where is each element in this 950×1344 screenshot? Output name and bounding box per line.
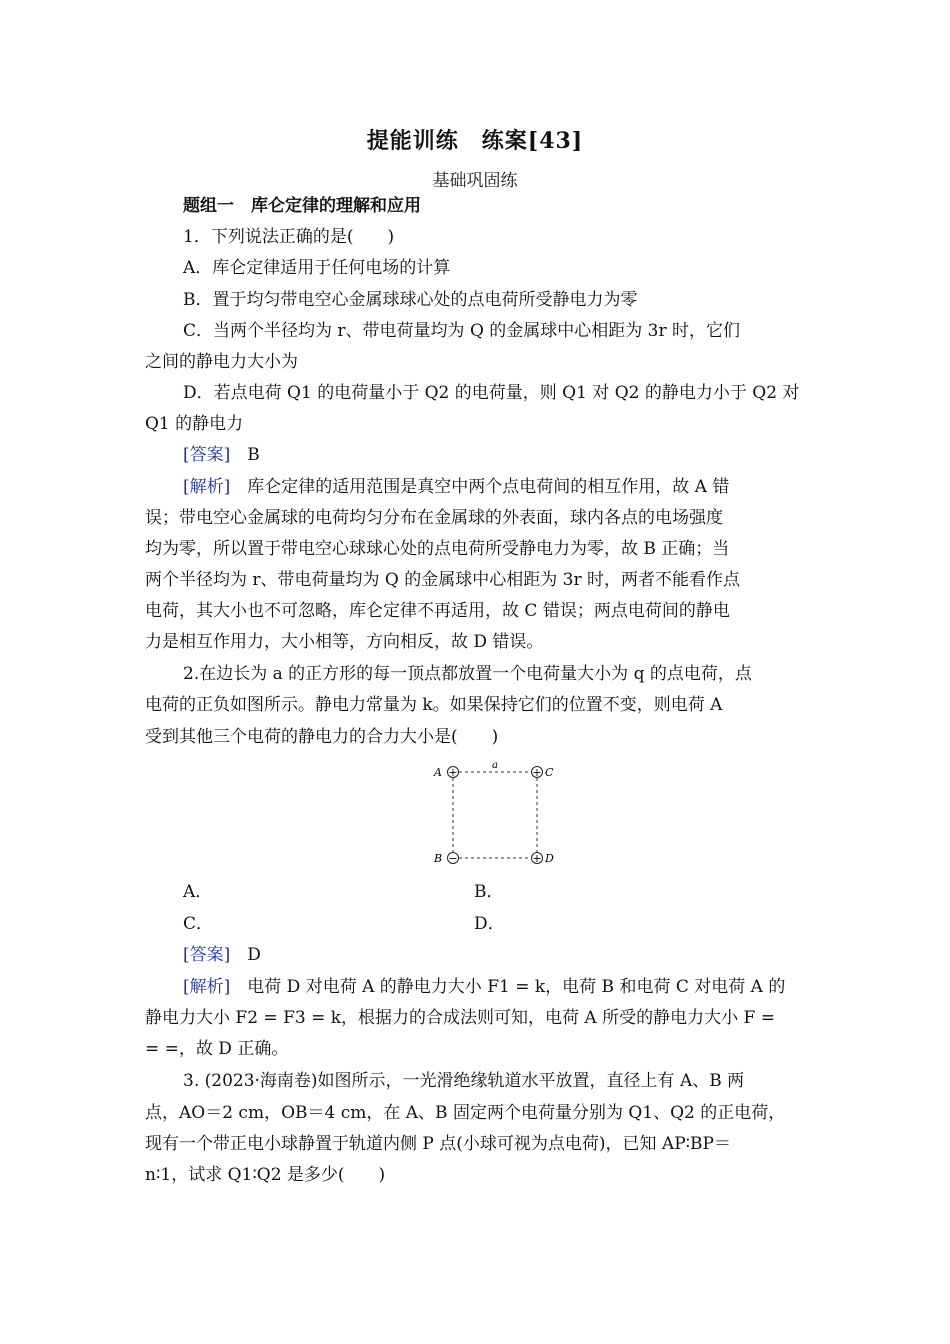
q1-answer xyxy=(183,445,260,465)
answer-value: B xyxy=(247,445,260,465)
answer-tag: [答案] xyxy=(183,445,231,465)
q1-analysis-line3: 均为零，所以置于带电空心球球心处的点电荷所受静电力为零，故 B 正确；当 xyxy=(145,539,730,559)
q1-option-d-line2: Q1 的静电力 xyxy=(145,414,244,434)
q3-stem-line2: 点，AO＝2 cm，OB＝4 cm，在 A、B 固定两个电荷量分别为 Q1、Q2 的正电荷， xyxy=(145,1103,786,1123)
label-b: B xyxy=(434,852,443,865)
sign-d: + xyxy=(532,852,542,865)
q2-analysis-line3: = =，故 D 正确。 xyxy=(145,1039,289,1059)
label-d: D xyxy=(545,852,554,865)
q1-analysis-line5: 电荷，其大小也不可忽略，库仑定律不再适用，故 C 错误；两点电荷间的静电 xyxy=(145,601,730,621)
q2-analysis-line2: 静电力大小 F2 = F3 = k，根据力的合成法则可知，电荷 A 所受的静电力大小 F = xyxy=(145,1008,775,1028)
q1-option-c-line1: C．当两个半径均为 r、带电荷量均为 Q 的金属球中心相距为 3r 时，它们 xyxy=(183,321,741,341)
q1-analysis-line4: 两个半径均为 r、带电荷量均为 Q 的金属球中心相距为 3r 时，两者不能看作点 xyxy=(145,570,741,590)
sign-a: + xyxy=(448,766,458,779)
q2-option-b: B． xyxy=(474,882,504,902)
q2-option-d: D． xyxy=(474,914,505,934)
sign-c: + xyxy=(532,766,542,779)
q2-stem-line2: 电荷的正负如图所示。静电力常量为 k。如果保持它们的位置不变，则电荷 A xyxy=(145,695,723,715)
q1-option-b: B．置于均匀带电空心金属球球心处的点电荷所受静电力为零 xyxy=(183,290,638,310)
q2-option-a: A． xyxy=(183,882,213,902)
analysis-tag: [解析] xyxy=(183,977,231,997)
q3-stem-line4: n∶1，试求 Q1∶Q2 是多少( ) xyxy=(145,1165,386,1185)
q1-stem: 1．下列说法正确的是( ) xyxy=(183,227,395,247)
q2-stem-line1: 2.在边长为 a 的正方形的每一顶点都放置一个电荷量大小为 q 的点电荷，点 xyxy=(183,664,752,684)
section-subtitle: 基础巩固练 xyxy=(432,171,518,191)
analysis-tag: [解析] xyxy=(183,477,231,497)
q3-stem-line3: 现有一个带正电小球静置于轨道内侧 P 点(小球可视为点电荷)，已知 AP∶BP＝ xyxy=(145,1134,731,1154)
q1-option-a: A．库仑定律适用于任何电场的计算 xyxy=(183,258,451,278)
q3-stem-line1: 3. (2023·海南卷)如图所示，一光滑绝缘轨道水平放置，直径上有 A、B 两 xyxy=(183,1071,745,1091)
answer-tag: [答案] xyxy=(183,945,231,965)
q1-analysis-line6: 力是相互作用力，大小相等，方向相反，故 D 错误。 xyxy=(145,632,544,652)
q1-analysis-line2: 误；带电空心金属球的电荷均匀分布在金属球的外表面，球内各点的电场强度 xyxy=(145,508,723,528)
q1-option-d-line1: D．若点电荷 Q1 的电荷量小于 Q2 的电荷量，则 Q1 对 Q2 的静电力小于 Q2 对 xyxy=(183,383,800,403)
side-label: a xyxy=(492,760,498,771)
q2-analysis-line1: [解析] 电荷 D 对电荷 A 的静电力大小 F1 = k，电荷 B 和电荷 C 对电荷 A 的 xyxy=(183,977,786,997)
label-c: C xyxy=(545,766,554,779)
label-a: A xyxy=(434,766,442,779)
q1-option-c-line2: 之间的静电力大小为 xyxy=(145,352,298,372)
square-charges-figure xyxy=(425,758,565,868)
q2-option-c: C． xyxy=(183,914,214,934)
question-group-heading: 题组一 库仑定律的理解和应用 xyxy=(183,196,421,216)
q2-answer xyxy=(183,945,261,965)
answer-value: D xyxy=(247,945,261,965)
sign-b: − xyxy=(448,852,458,865)
q1-analysis-line1: [解析] 库仑定律的适用范围是真空中两个点电荷间的相互作用，故 A 错 xyxy=(183,477,730,497)
page-title: 提能训练 练案[43] xyxy=(366,128,584,154)
q2-stem-line3: 受到其他三个电荷的静电力的合力大小是( ) xyxy=(145,727,499,747)
